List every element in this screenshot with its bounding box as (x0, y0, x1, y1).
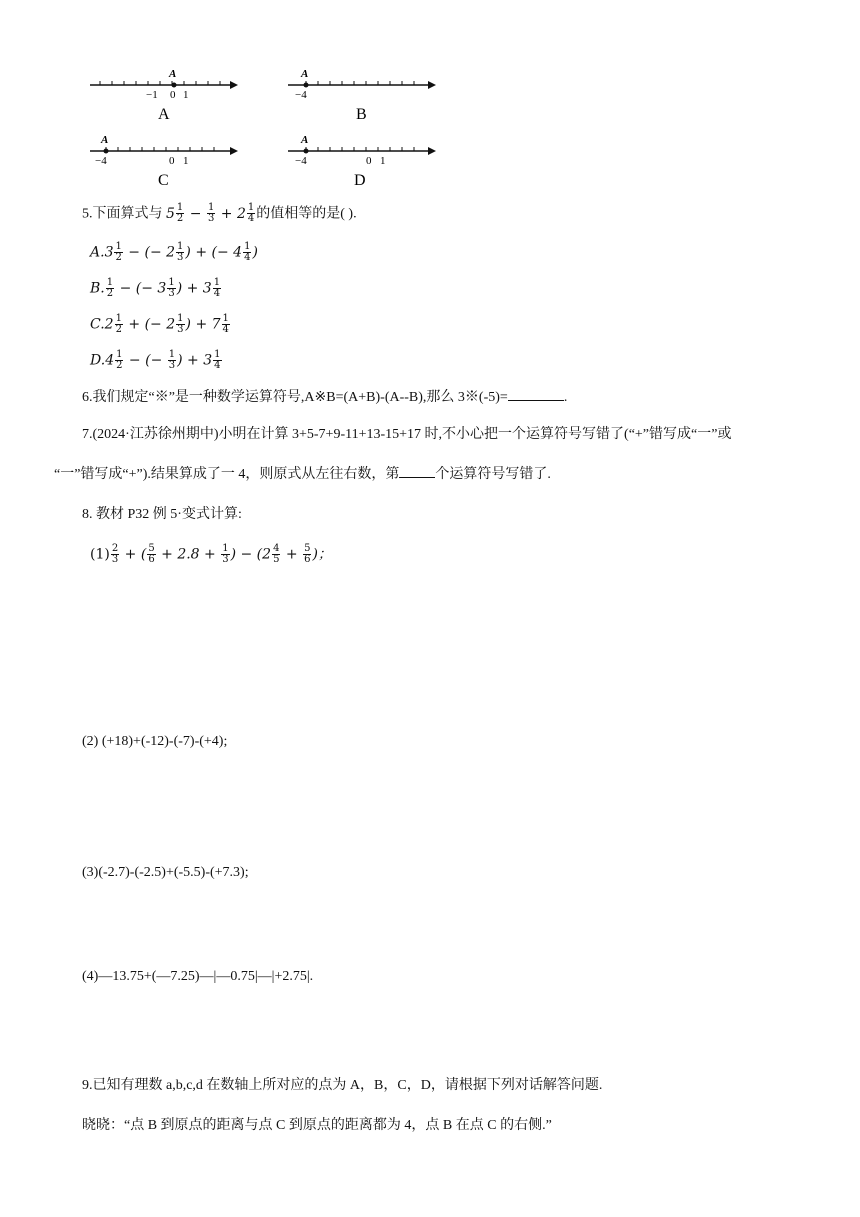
question-7-line-1: 7.(2024·江苏徐州期中)小明在计算 3+5-7+9-11+13-15+17 时,不小心把一个运算符号写错了(“+”错写成“一”或 (82, 427, 732, 442)
tick-label: 0 (169, 155, 175, 167)
question-7-line-2: “一”错写成“+”).结果算成了一 4，则原式从左往右数，第 个运算符号写错了. (54, 467, 551, 482)
tick-label: 0 (170, 89, 176, 101)
question-6: 6.我们规定“※”是一种数学运算符号,A※B=(A+B)-(A--B),那么 3※(-5)= . (82, 390, 568, 405)
tick-label: 1 (380, 155, 386, 167)
q5-option-b: B. $\frac{1}{2}$ − (− 3 $\frac{1}{3}$ ) + 3 $\frac{1}{4}$ (90, 277, 221, 299)
tick-label: −4 (95, 155, 107, 167)
question-8-part-3: (3)(-2.7)-(-2.5)+(-5.5)-(+7.3); (82, 865, 249, 880)
number-line-d (288, 134, 436, 189)
question-8-part-1: (1) $\frac{2}{3}$ + ( $\frac{5}{6}$ + 2.8 + $\frac{1}{3}$ ) − (2 $\frac{4}{5}$ + $\frac{5}{6}$ )； (90, 543, 332, 565)
tick-label: −4 (295, 155, 307, 167)
answer-blank[interactable] (508, 388, 564, 401)
number-line-b (288, 68, 436, 123)
tick-label: 0 (366, 155, 372, 167)
option-label-c: C (158, 172, 169, 189)
option-label-d: D (354, 172, 366, 189)
q5-option-a: A.3 $\frac{1}{2}$ − (− 2 $\frac{1}{3}$ ) + (− 4 $\frac{1}{4}$ ) (90, 241, 258, 263)
question-8-title: 8. 教材 P32 例 5·变式计算: (82, 507, 242, 522)
question-9-line-1: 9.已知有理数 a,b,c,d 在数轴上所对应的点为 A，B，C，D，请根据下列对话解答问题. (82, 1078, 603, 1093)
q5-option-d: D.4 $\frac{1}{2}$ − (− $\frac{1}{3}$ ) + 3 $\frac{1}{4}$ (90, 349, 221, 371)
point-a-label: A (301, 134, 309, 146)
tick-label: −4 (295, 89, 307, 101)
tick-label: −1 (146, 89, 158, 101)
question-5 (82, 203, 357, 225)
point-a-label: A (169, 68, 177, 80)
tick-label: 1 (183, 155, 189, 167)
point-a-label: A (301, 68, 309, 80)
question-9-line-2: 晓晓：“点 B 到原点的距离与点 C 到原点的距离都为 4，点 B 在点 C 的右侧.” (82, 1118, 552, 1133)
q5-option-c: C.2 $\frac{1}{2}$ + (− 2 $\frac{1}{3}$ ) + 7 $\frac{1}{4}$ (90, 313, 229, 335)
q5-prefix: 5.下面算式与 (82, 206, 163, 222)
number-line-c (90, 134, 238, 189)
answer-blank[interactable] (399, 465, 435, 478)
number-line-a (90, 68, 238, 123)
option-label-a: A (158, 106, 170, 123)
q5-expression: 5 $\frac{1}{2}$ − $\frac{1}{3}$ + 2 $\frac{1}{4}$ (166, 202, 255, 224)
q5-suffix: 的值相等的是( ). (256, 206, 357, 222)
question-8-part-4: (4)—13.75+(—7.25)—|—0.75|—|+2.75|. (82, 969, 314, 984)
tick-label: 1 (183, 89, 189, 101)
option-label-b: B (356, 106, 367, 123)
number-line-figures (80, 60, 450, 190)
question-8-part-2: (2) (+18)+(-12)-(-7)-(+4); (82, 734, 228, 749)
point-a-label: A (101, 134, 109, 146)
